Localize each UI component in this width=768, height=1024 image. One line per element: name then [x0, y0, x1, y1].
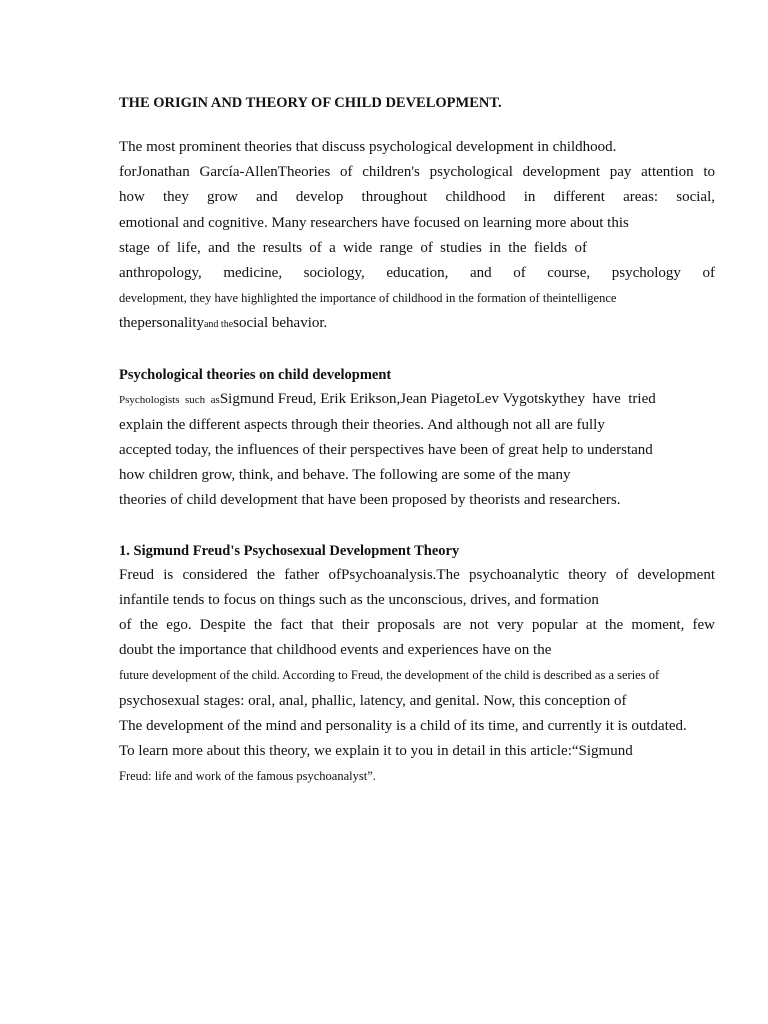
text-fragment: and the: [203, 319, 234, 331]
document-title: THE ORIGIN AND THEORY OF CHILD DEVELOPMENT.: [119, 95, 502, 111]
text-line: Freud is considered the father ofPsychoanalysis.The psychoanalytic theory of development: [119, 566, 715, 583]
intro-paragraph: [119, 135, 715, 338]
section-heading: 1. Sigmund Freud's Psychosexual Development Theory: [119, 542, 460, 559]
text-line: Freud: life and work of the famous psychoanalyst”.: [119, 769, 376, 784]
text-line: doubt the importance that childhood events and experiences have on the: [119, 642, 552, 659]
text-fragment: social behavior.: [233, 315, 328, 332]
document-body: [119, 93, 715, 789]
text-line: how children grow, think, and behave. The following are some of the many: [119, 467, 571, 484]
text-line: development, they have highlighted the importance of childhood in the formation of theintelligence: [119, 291, 617, 306]
text-line: accepted today, the influences of their perspectives have been of great help to understand: [119, 441, 653, 458]
text-line: [119, 311, 715, 337]
text-line: explain the different aspects through their theories. And although not all are fully: [119, 416, 605, 433]
text-line: of the ego. Despite the fact that their proposals are not very popular at the moment, few: [119, 616, 715, 633]
section-paragraph: [119, 387, 715, 514]
text-line: The development of the mind and personality is a child of its time, and currently it is outdated.: [119, 717, 687, 734]
text-line: psychosexual stages: oral, anal, phallic, latency, and genital. Now, this conception of: [119, 692, 627, 709]
section-heading: Psychological theories on child development: [119, 366, 392, 383]
text-line: infantile tends to focus on things such as the unconscious, drives, and formation: [119, 591, 599, 608]
text-line: To learn more about this theory, we explain it to you in detail in this article:“Sigmund: [119, 742, 633, 759]
text-line: anthropology, medicine, sociology, education, and of course, psychology of: [119, 264, 715, 281]
section-paragraph: [119, 563, 715, 790]
spacer: [119, 338, 715, 363]
text-fragment: Psychologists such as: [119, 393, 220, 406]
text-line: [119, 387, 715, 413]
text-line: theories of child development that have been proposed by theorists and researchers.: [119, 492, 621, 509]
text-line: how they grow and develop throughout childhood in different areas: social,: [119, 189, 715, 206]
text-line: stage of life, and the results of a wide range of studies in the fields of: [119, 239, 588, 256]
spacer: [119, 514, 715, 539]
text-line: future development of the child. According to Freud, the development of the child is described as a series of: [119, 668, 660, 683]
text-line: emotional and cognitive. Many researchers have focused on learning more about this: [119, 214, 629, 231]
text-fragment: thepersonality: [119, 315, 204, 332]
text-fragment: Sigmund Freud, Erik Erikson,Jean PiagetoLev Vygotskythey have tried: [219, 390, 656, 407]
text-line: The most prominent theories that discuss psychological development in childhood.: [119, 139, 617, 155]
text-line: forJonathan García-AllenTheories of children's psychological development pay attention to: [119, 164, 715, 181]
